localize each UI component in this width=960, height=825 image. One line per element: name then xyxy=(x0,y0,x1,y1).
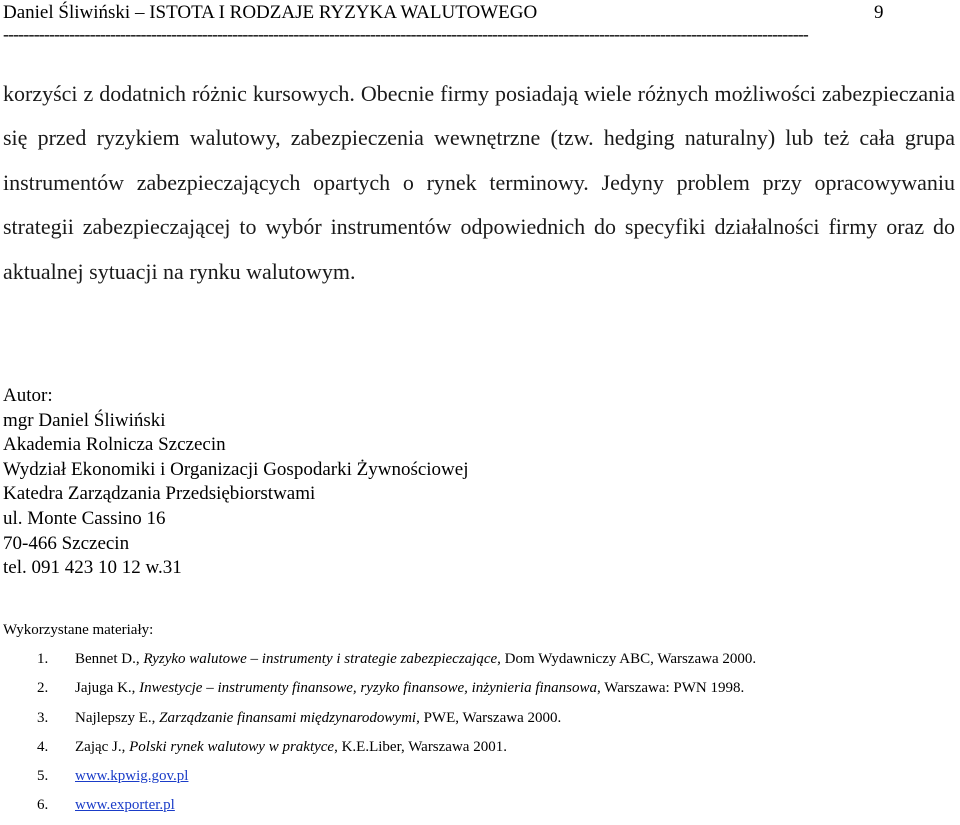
item-number: 4. xyxy=(37,738,49,755)
item-number: 2. xyxy=(37,680,49,697)
list-item xyxy=(3,766,756,795)
item-number: 5. xyxy=(37,768,49,785)
header-title: Daniel Śliwiński – ISTOTA I RODZAJE RYZYKA WALUTOWEGO xyxy=(3,2,538,23)
author-street: ul. Monte Cassino 16 xyxy=(3,507,166,529)
item-number: 3. xyxy=(37,709,49,726)
body-paragraph: korzyści z dodatnich różnic kursowych. Obecnie firmy posiadają wiele różnych możliwości zabezpieczania się przed ryzykiem walutowy, zabezpieczenia wewnętrzne (tzw. hedging naturalny) lub też cała grupa instrumentów zabezpieczających opartych o rynek terminowy. Jedyny problem przy opracowywaniu strategii zabezpieczającej to wybór instrumentów odpowiednich do specyfiki działalności firmy oraz do aktualnej sytuacji na rynku walutowym. xyxy=(3,81,955,284)
author-label: Autor: xyxy=(3,385,53,406)
header-rule: -------------------------------------------------------------------------------------------------------------------------------------------------------------- xyxy=(3,24,808,44)
item-author: Najlepszy E. xyxy=(75,709,152,726)
item-separator: , xyxy=(121,738,130,755)
author-faculty: Wydział Ekonomiki i Organizacji Gospodarki Żywnościowej xyxy=(3,458,469,480)
item-author: Bennet D. xyxy=(75,651,136,667)
page-number: 9 xyxy=(874,2,884,23)
materials-section xyxy=(3,620,756,825)
author-block xyxy=(3,384,468,581)
author-institution: Akademia Rolnicza Szczecin xyxy=(3,434,226,456)
item-separator: , xyxy=(131,680,140,697)
item-author: Zając J. xyxy=(75,738,122,755)
item-number: 1. xyxy=(37,651,49,667)
link-exporter[interactable]: www.exporter.pl xyxy=(75,797,175,814)
author-department: Katedra Zarządzania Przedsiębiorstwami xyxy=(3,483,316,505)
author-city: 70-466 Szczecin xyxy=(3,532,130,554)
list-item xyxy=(3,708,756,737)
item-author: Jajuga K. xyxy=(75,680,132,697)
item-title: Ryzyko walutowe – instrumenty i strategie zabezpieczające xyxy=(143,651,498,667)
item-title: Inwestycje – instrumenty finansowe, ryzyko finansowe, inżynieria finansowa xyxy=(139,680,598,697)
materials-heading: Wykorzystane materiały: xyxy=(3,622,154,638)
materials-list xyxy=(3,649,756,825)
link-kpwig[interactable]: www.kpwig.gov.pl xyxy=(75,768,189,785)
author-phone: tel. 091 423 10 12 w.31 xyxy=(3,557,182,579)
item-number: 6. xyxy=(37,797,49,814)
item-title: Zarządzanie finansami międzynarodowymi xyxy=(159,709,417,726)
author-name: mgr Daniel Śliwiński xyxy=(3,409,166,431)
item-publisher: , Dom Wydawniczy ABC, Warszawa 2000. xyxy=(497,651,757,667)
item-publisher: , PWE, Warszawa 2000. xyxy=(416,709,562,726)
item-publisher: , Warszawa: PWN 1998. xyxy=(597,680,745,697)
item-title: Polski rynek walutowy w praktyce xyxy=(129,738,335,755)
list-item xyxy=(3,678,756,707)
item-publisher: , K.E.Liber, Warszawa 2001. xyxy=(334,738,507,755)
list-item xyxy=(3,737,756,766)
list-item xyxy=(3,649,756,678)
item-separator: , xyxy=(135,651,144,667)
list-item xyxy=(3,795,756,824)
item-separator: , xyxy=(151,709,160,726)
